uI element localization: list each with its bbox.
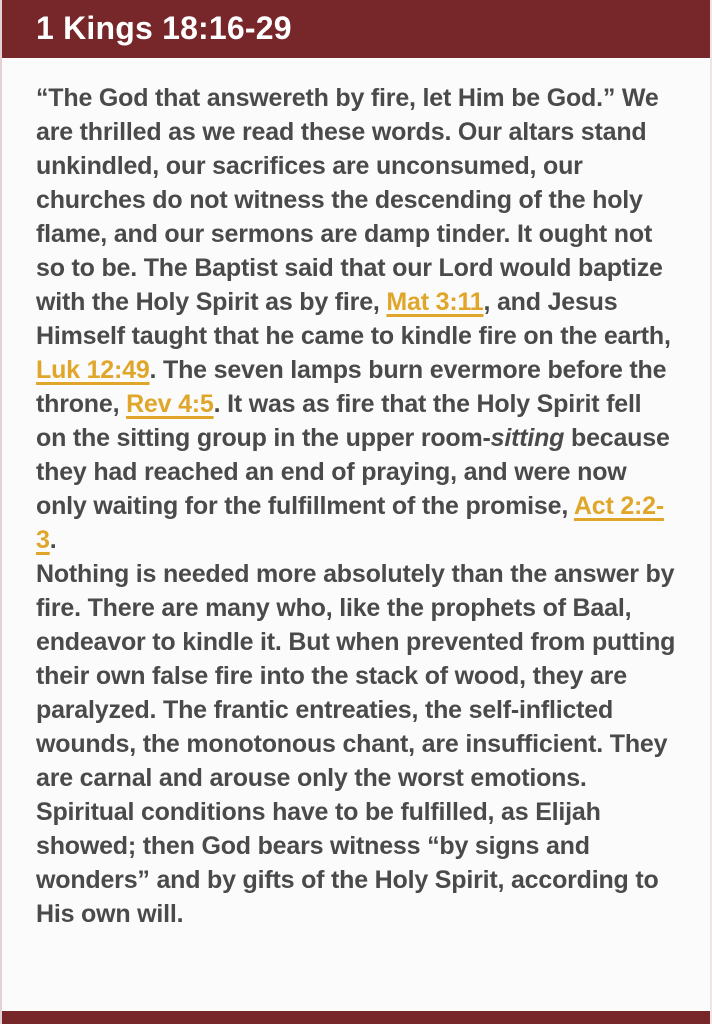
commentary-paragraph-1 [36,81,676,557]
scripture-link-mat-3-11[interactable]: Mat 3:11 [386,288,484,316]
paragraph-text: Nothing is needed more absolutely than the answer by fire. There are many who, like the prophets of Baal, endeavor to kindle it. But when prevented from putting their own false fire into the stack of wood, they are paralyzed. The frantic entreaties, the self-inflicted wounds, the monotonous chant, are insufficient. They are carnal and arouse only the worst emotions. Spiritual conditions have to be fulfilled, as Elijah showed; then God bears witness “by signs and wonders” and by gifts of the Holy Spirit, according to His own will. [36,560,676,928]
paragraph-text: . It was as fire that the Holy Spirit fell on the sitting group in the upper room- [36,390,642,452]
emphasized-word: sitting [490,424,565,452]
scripture-link-luk-12-49[interactable]: Luk 12:49 [36,356,150,384]
commentary-content [2,58,710,1011]
bottom-accent-bar [2,1011,710,1024]
passage-title: 1 Kings 18:16-29 [36,10,292,46]
commentary-paragraph-2 [36,557,676,931]
passage-header-bar [2,0,710,58]
paragraph-text: because they had reached an end of praying, and were now only waiting for the fulfillment of the promise, [36,424,670,520]
paragraph-text: . [49,526,57,554]
paragraph-text: , and Jesus Himself taught that he came to kindle fire on the earth, [36,288,671,350]
scripture-link-rev-4-5[interactable]: Rev 4:5 [126,390,214,418]
scripture-link-act-2-2-3[interactable]: Act 2:2-3 [36,492,664,554]
paragraph-text: . The seven lamps burn evermore before the throne, [36,356,667,418]
paragraph-text: “The God that answereth by fire, let Him be God.” We are thrilled as we read these words. Our altars stand unkindled, our sacrifices are unconsumed, our churches do not witness the descending of the holy flame, and our sermons are damp tinder. It ought not so to be. The Baptist said that our Lord would baptize with the Holy Spirit as by fire, [36,84,663,316]
